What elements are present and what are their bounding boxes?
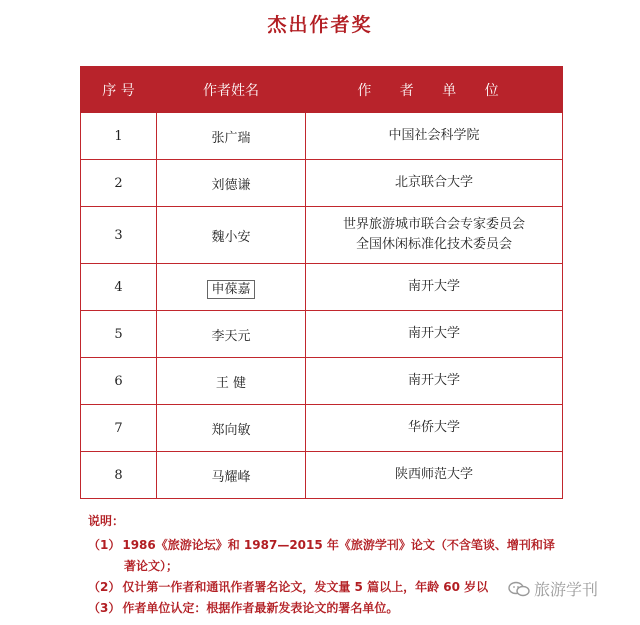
row-no: 7	[81, 405, 157, 452]
unit-line: 南开大学	[407, 326, 460, 341]
row-no: 6	[81, 358, 157, 405]
row-name: 马耀峰	[157, 452, 306, 499]
row-name: 郑向敏	[157, 405, 306, 452]
table-row	[81, 311, 563, 358]
row-name: 李天元	[157, 311, 306, 358]
note-continuation: 著论文）；	[124, 559, 179, 573]
note-number: （3）	[88, 601, 121, 615]
row-unit	[306, 264, 563, 311]
row-name	[157, 264, 306, 311]
table-row	[81, 113, 563, 160]
unit-line: 中国社会科学院	[388, 128, 480, 143]
row-unit	[306, 113, 563, 160]
row-unit	[306, 358, 563, 405]
note-number: （1）	[88, 538, 121, 552]
row-no: 2	[81, 160, 157, 207]
table-row	[81, 452, 563, 499]
header-name: 作者姓名	[157, 67, 306, 113]
table-row	[81, 207, 563, 264]
row-unit	[306, 452, 563, 499]
note-text: 1986《旅游论坛》和 1987—2015 年《旅游学刊》论文（不含笔谈、增刊和译	[122, 538, 555, 552]
note-number: （2）	[88, 580, 121, 594]
unit-line: 世界旅游城市联合会专家委员会	[342, 217, 525, 232]
award-table	[80, 66, 563, 499]
note-item	[88, 535, 628, 556]
header-unit: 作 者 单 位	[306, 67, 563, 113]
unit-line: 华侨大学	[407, 420, 460, 435]
row-unit	[306, 160, 563, 207]
note-text: 作者单位认定：根据作者最新发表论文的署名单位。	[122, 601, 399, 615]
row-no: 5	[81, 311, 157, 358]
row-unit	[306, 405, 563, 452]
note-text: 仅计第一作者和通讯作者署名论文，发文量 5 篇以上，年龄 60 岁以	[122, 580, 489, 594]
watermark	[508, 577, 598, 600]
row-name: 王 健	[157, 358, 306, 405]
wechat-icon	[508, 581, 530, 597]
note-item	[88, 598, 628, 619]
row-name: 魏小安	[157, 207, 306, 264]
table-row	[81, 264, 563, 311]
unit-line: 南开大学	[407, 373, 460, 388]
unit-line: 陕西师范大学	[394, 467, 473, 482]
row-unit	[306, 311, 563, 358]
notes-section	[88, 512, 628, 619]
row-no: 3	[81, 207, 157, 264]
unit-line: 南开大学	[407, 279, 460, 294]
unit-line: 北京联合大学	[394, 175, 473, 190]
page-title: 杰出作者奖	[267, 14, 373, 36]
table-row	[81, 160, 563, 207]
header-no: 序 号	[81, 67, 157, 113]
table-row	[81, 358, 563, 405]
table-row	[81, 405, 563, 452]
unit-line: 全国休闲标准化技术委员会	[355, 237, 512, 252]
table-header-row	[81, 67, 563, 113]
row-no: 4	[81, 264, 157, 311]
row-name: 刘德谦	[157, 160, 306, 207]
watermark-text: 旅游学刊	[534, 580, 599, 599]
row-unit	[306, 207, 563, 264]
row-no: 1	[81, 113, 157, 160]
notes-heading: 说明：	[88, 514, 125, 528]
row-no: 8	[81, 452, 157, 499]
row-name: 张广瑞	[157, 113, 306, 160]
row-name-boxed: 申葆嘉	[207, 280, 254, 299]
